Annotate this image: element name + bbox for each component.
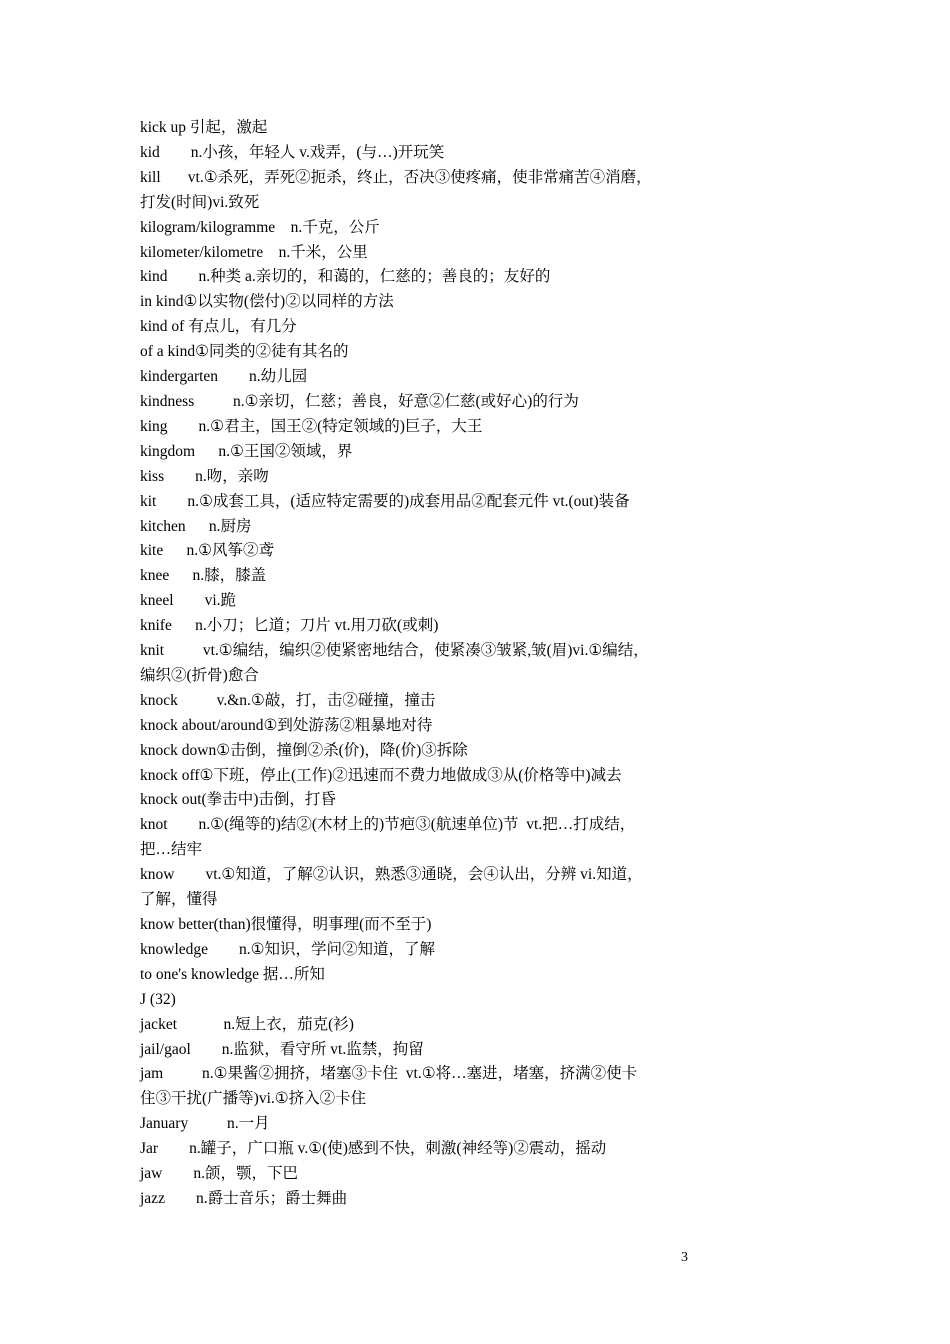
entry-line: J (32) [140, 990, 176, 1008]
entry-line: kill vt.①杀死，弄死②扼杀，终止，否决③使疼痛，使非常痛苦④消磨， [140, 168, 652, 186]
entry-line: knowledge n.①知识，学问②知道，了解 [140, 940, 436, 958]
entry-line: jaw n.颌，颚，下巴 [140, 1165, 299, 1183]
entry-line: know vt.①知道，了解②认识，熟悉③通晓，会④认出，分辨 vi.知道， [140, 866, 643, 884]
entry-line: knock out(拳击中)击倒，打昏 [140, 791, 336, 809]
entry-line: knock off①下班，停止(工作)②迅速而不费力地做成③从(价格等中)减去 [140, 766, 622, 784]
entry-line: 打发(时间)vi.致死 [140, 193, 260, 211]
entry-line: knee n.膝，膝盖 [140, 567, 267, 585]
entry-line: jazz n.爵士音乐；爵士舞曲 [140, 1189, 348, 1207]
entry-line: kind n.种类 a.亲切的，和蔼的，仁慈的；善良的；友好的 [140, 268, 551, 286]
entry-line: Jar n.罐子，广口瓶 v.①(使)感到不快，刺激(神经等)②震动，摇动 [140, 1140, 607, 1158]
page-number: 3 [681, 1250, 688, 1265]
entry-line: kit n.①成套工具，(适应特定需要的)成套用品②配套元件 vt.(out)装备 [140, 492, 630, 510]
entry-line: king n.①君主，国王②(特定领域的)巨子，大王 [140, 417, 483, 435]
entry-line: kid n.小孩，年轻人 v.戏弄，(与…)开玩笑 [140, 143, 445, 161]
entry-line: kilometer/kilometre n.千米，公里 [140, 243, 368, 261]
entry-line: of a kind①同类的②徒有其名的 [140, 343, 349, 361]
entry-line: knock v.&n.①敲，打，击②碰撞，撞击 [140, 691, 436, 709]
entry-line: 了解，懂得 [140, 891, 218, 909]
entry-line: 把…结牢 [140, 841, 203, 859]
entry-line: know better(than)很懂得，明事理(而不至于) [140, 916, 432, 933]
entry-line: jam n.①果酱②拥挤，堵塞③卡住 vt.①将…塞进，堵塞，挤满②使卡 [140, 1065, 638, 1083]
entry-line: kindness n.①亲切，仁慈；善良，好意②仁慈(或好心)的行为 [140, 392, 579, 410]
entry-line: jacket n.短上衣，茄克(衫) [140, 1015, 354, 1033]
entry-line: 住③干扰(广播等)vi.①挤入②卡住 [140, 1090, 367, 1108]
entry-line: kitchen n.厨房 [140, 517, 252, 535]
entry-line: knock down①击倒，撞倒②杀(价)，降(价)③拆除 [140, 741, 468, 759]
entry-line: kiss n.吻，亲吻 [140, 467, 269, 485]
entry-line: jail/gaol n.监狱，看守所 vt.监禁，拘留 [140, 1040, 424, 1058]
entry-line: kite n.①风筝②鸢 [140, 542, 275, 560]
vocabulary-list [140, 116, 685, 1212]
entry-line: knit vt.①编结，编织②使紧密地结合，使紧凑③皱紧,皱(眉)vi.①编结， [140, 642, 649, 660]
entry-line: kick up 引起，激起 [140, 119, 268, 136]
entry-line: January n.一月 [140, 1115, 270, 1133]
entry-line: knock about/around①到处游荡②粗暴地对待 [140, 716, 433, 734]
entry-line: kindergarten n.幼儿园 [140, 368, 308, 386]
entry-line: kneel vi.跪 [140, 592, 236, 610]
entry-line: 编织②(折骨)愈合 [140, 666, 259, 684]
entry-line: knife n.小刀；匕道；刀片 vt.用刀砍(或刺) [140, 617, 439, 635]
entry-line: kilogram/kilogramme n.千克，公斤 [140, 218, 380, 236]
entry-line: to one's knowledge 据…所知 [140, 965, 325, 983]
entry-line: knot n.①(绳等的)结②(木材上的)节疤③(航速单位)节 vt.把…打成结， [140, 816, 636, 834]
entry-line: in kind①以实物(偿付)②以同样的方法 [140, 293, 394, 311]
entry-line: kind of 有点儿，有几分 [140, 318, 297, 336]
entry-line: kingdom n.①王国②领域，界 [140, 442, 353, 460]
